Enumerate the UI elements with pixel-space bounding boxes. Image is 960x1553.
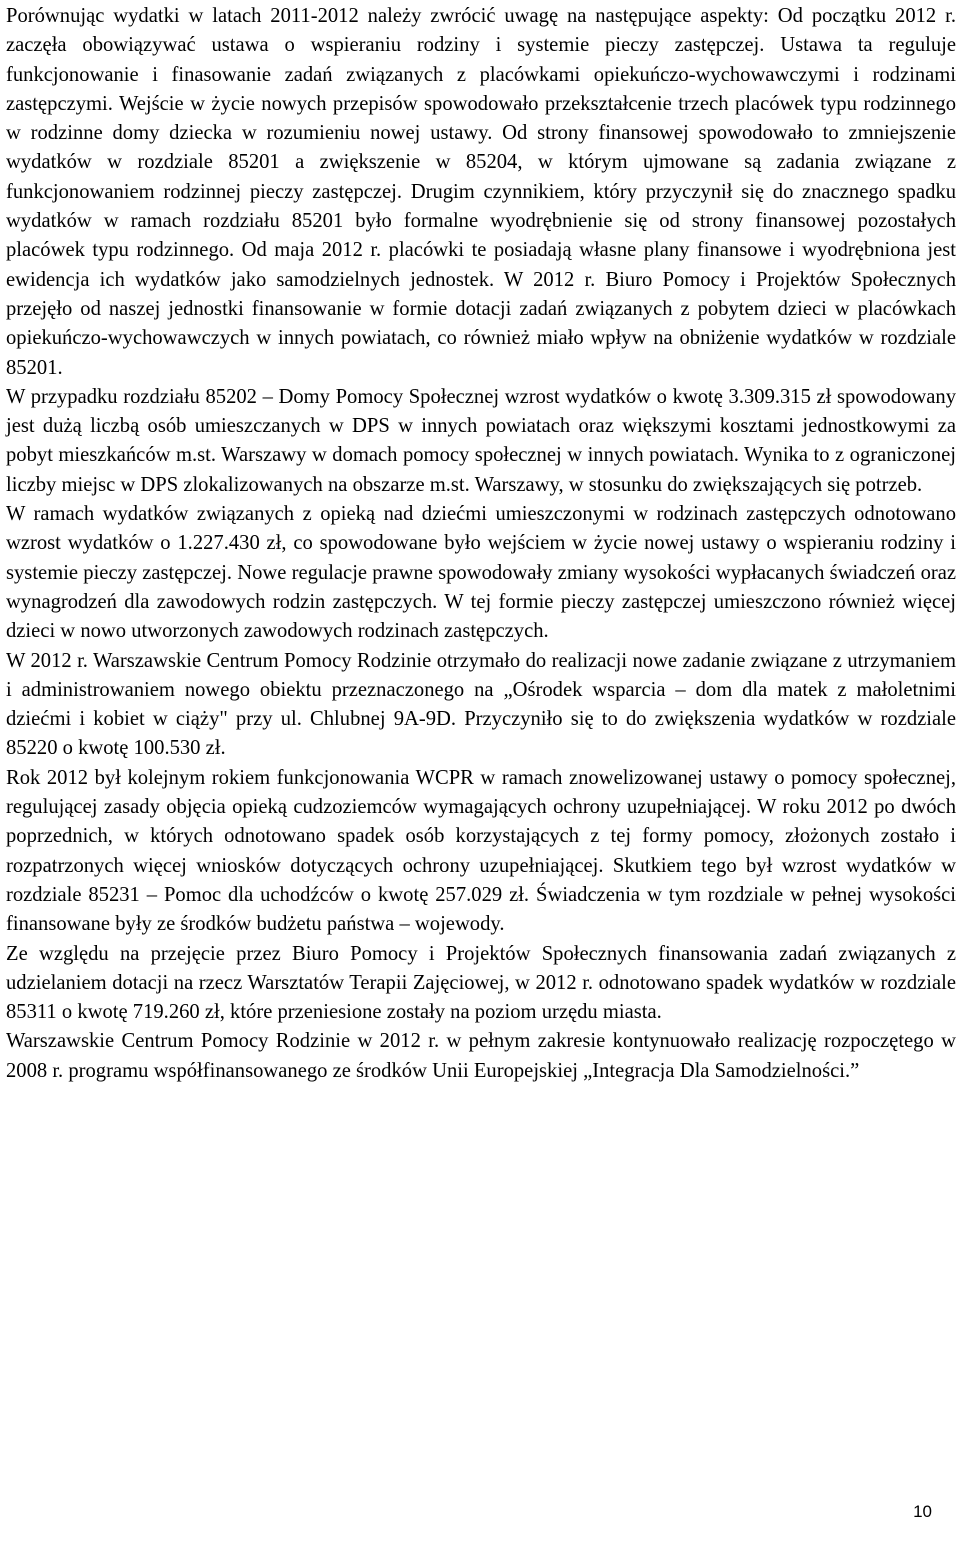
paragraph: W przypadku rozdziału 85202 – Domy Pomocy Społecznej wzrost wydatków o kwotę 3.309.315 zł spowodowany jest dużą liczbą osób umieszczanych w DPS w innych powiatach oraz większymi kosztami jednostkowymi za pobyt mieszkańców m.st. Warszawy w domach pomocy społecznej w innych powiatach. Wynika to z ograniczonej liczby miejsc w DPS zlokalizowanych na obszarze m.st. Warszawy, w stosunku do zwiększających się potrzeb. — [6, 385, 956, 496]
paragraph: W ramach wydatków związanych z opieką nad dziećmi umieszczonymi w rodzinach zastępczych odnotowano wzrost wydatków o 1.227.430 zł, co spowodowane było wejściem w życie nowej ustawy o wspieraniu rodziny i systemie pieczy zastępczej. Nowe regulacje prawne spowodowały zmiany wysokości wypłacanych świadczeń oraz wynagrodzeń dla zawodowych rodzin zastępczych. W tej formie pieczy zastępczej umieszczono również więcej dzieci w nowo utworzonych zawodowych rodzinach zastępczych. — [6, 503, 956, 643]
paragraph: Ze względu na przejęcie przez Biuro Pomocy i Projektów Społecznych finansowania zadań związanych z udzielaniem dotacji na rzecz Warsztatów Terapii Zajęciowej, w 2012 r. odnotowano spadek wydatków w rozdziale 85311 o kwotę 719.260 zł, które przeniesione zostały na poziom urzędu miasta. — [6, 942, 956, 1024]
paragraph: Warszawskie Centrum Pomocy Rodzinie w 2012 r. w pełnym zakresie kontynuowało realizację rozpoczętego w 2008 r. programu współfinansowanego ze środków Unii Europejskiej „Integracja Dla Samodzielności.” — [6, 1030, 956, 1082]
page-number: 10 — [913, 1502, 932, 1521]
paragraph: Porównując wydatki w latach 2011-2012 należy zwrócić uwagę na następujące aspekty: Od początku 2012 r. zaczęła obowiązywać ustawa o wspieraniu rodziny i systemie pieczy zastępczej. Ustawa ta reguluje funkcjonowanie i finasowanie zadań związanych z placówkami opiekuńczo-wychowawczymi i rodzinami zastępczymi. Wejście w życie nowych przepisów spowodowało przekształcenie trzech placówek typu rodzinnego w rodzinne domy dziecka w rozumieniu nowej ustawy. Od strony finansowej spowodowało to zmniejszenie wydatków w rozdziale 85201 a zwiększenie w 85204, w którym ujmowane są zadania związane z funkcjonowaniem rodzinnej pieczy zastępczej. Drugim czynnikiem, który przyczynił się do znacznego spadku wydatków w ramach rozdziału 85201 było formalne wyodrębnienie się od strony finansowej pozostałych placówek typu rodzinnego. Od maja 2012 r. placówki te posiadają własne plany finansowe i wyodrębniona jest ewidencja ich wydatków jako samodzielnych jednostek. W 2012 r. Biuro Pomocy i Projektów Społecznych przejęło od naszej jednostki finansowanie w formie dotacji zadań związanych z pobytem dzieci w placówkach opiekuńczo-wychowawczych w innych powiatach, co również miało wpływ na obniżenie wydatków w rozdziale 85201. — [6, 5, 956, 379]
paragraph: Rok 2012 był kolejnym rokiem funkcjonowania WCPR w ramach znowelizowanej ustawy o pomocy społecznej, regulującej zasady objęcia opieką cudzoziemców wymagających ochrony uzupełniającej. W roku 2012 po dwóch poprzednich, w których odnotowano spadek osób korzystających z tej formy pomocy, złożonych zostało i rozpatrzonych więcej wniosków dotyczących ochrony uzupełniającej. Skutkiem tego był wzrost wydatków w rozdziale 85231 – Pomoc dla uchodźców o kwotę 257.029 zł. Świadczenia w tym rozdziale w pełnej wysokości finansowane były ze środków budżetu państwa – wojewody. — [6, 766, 956, 936]
document-body — [6, 2, 956, 1086]
paragraph: W 2012 r. Warszawskie Centrum Pomocy Rodzinie otrzymało do realizacji nowe zadanie związane z utrzymaniem i administrowaniem nowego obiektu przeznaczonego na „Ośrodek wsparcia – dom dla matek z małoletnimi dziećmi i kobiet w ciąży" przy ul. Chlubnej 9A-9D. Przyczyniło się to do zwiększenia wydatków w rozdziale 85220 o kwotę 100.530 zł. — [6, 649, 956, 760]
